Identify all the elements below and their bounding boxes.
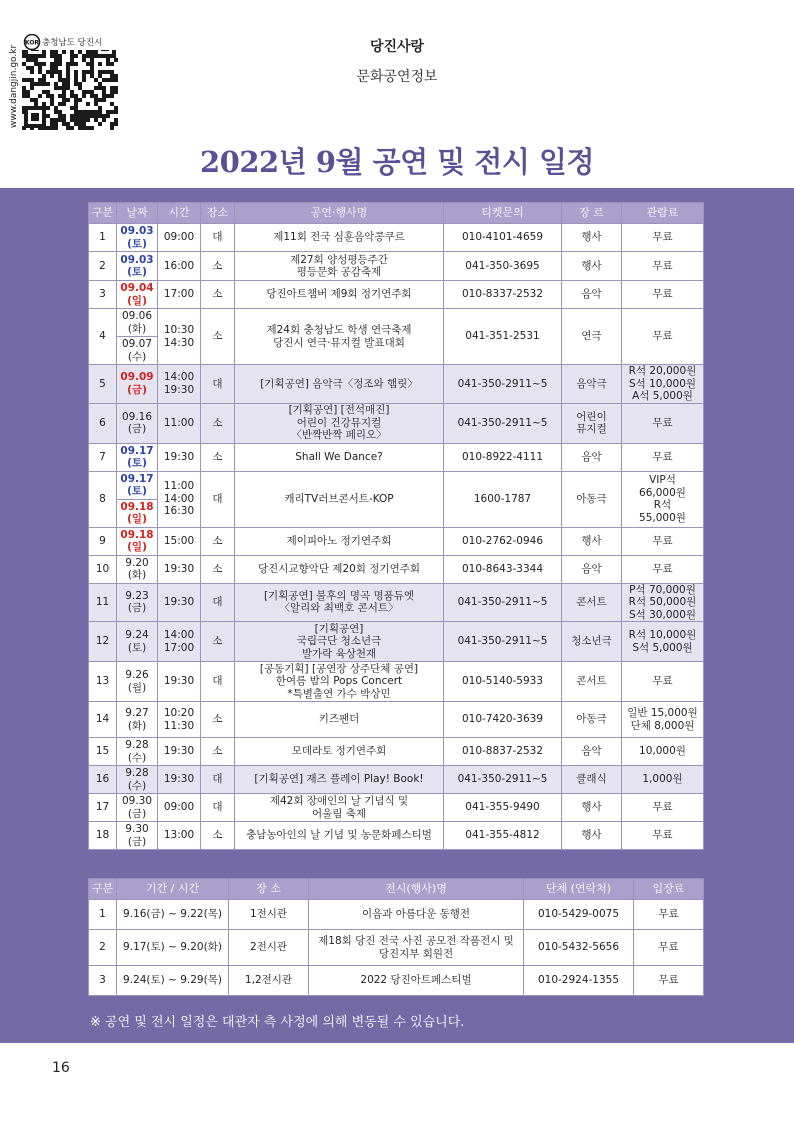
event-venue: 소	[201, 281, 235, 309]
performance-row	[89, 527, 704, 555]
admission-fee: R석 10,000원 S석 5,000원	[622, 622, 704, 662]
row-number: 2	[89, 930, 117, 966]
logo-text: 충청남도 당진시	[42, 38, 103, 48]
event-genre: 음악	[562, 738, 622, 766]
ticket-contact: 041-355-4812	[444, 822, 562, 850]
exhibition-row	[89, 930, 704, 966]
event-genre: 행사	[562, 252, 622, 281]
event-venue: 대	[201, 766, 235, 794]
event-name: 당진아트챔버 제9회 정기연주회	[235, 281, 444, 309]
event-time: 17:00	[158, 281, 201, 309]
event-venue: 소	[201, 622, 235, 662]
event-date: 09.18 (일)	[117, 499, 157, 527]
event-venue: 대	[201, 662, 235, 702]
event-date: 9.28 (수)	[125, 739, 149, 764]
date-cell	[117, 702, 158, 738]
event-date: 9.20 (화)	[125, 556, 149, 581]
date-cell	[117, 309, 158, 365]
performance-row	[89, 471, 704, 527]
event-name: 제27회 양성평등주간 평등문화 공감축제	[235, 252, 444, 281]
event-date: 9.27 (화)	[125, 707, 149, 732]
event-date: 09.17 (토)	[120, 472, 154, 497]
ticket-contact: 010-8643-3344	[444, 555, 562, 583]
event-genre: 아동극	[562, 471, 622, 527]
event-venue: 소	[201, 822, 235, 850]
row-number: 6	[89, 403, 117, 443]
exhibition-name: 제18회 당진 전국 사진 공모전 작품전시 및 당진지부 회원전	[309, 930, 524, 966]
row-number: 5	[89, 365, 117, 404]
row-number: 18	[89, 822, 117, 850]
event-date: 09.07 (수)	[117, 336, 157, 364]
row-number: 1	[89, 224, 117, 252]
event-date: 09.06 (화)	[121, 310, 153, 335]
date-cell	[117, 662, 158, 702]
event-time: 19:30	[158, 583, 201, 622]
event-genre: 행사	[562, 224, 622, 252]
exhibition-venue: 2전시관	[229, 930, 309, 966]
date-cell	[117, 527, 158, 555]
event-venue: 대	[201, 794, 235, 822]
exhibition-table	[88, 878, 704, 996]
exh-header-cell: 입장료	[634, 879, 704, 900]
event-genre: 콘서트	[562, 583, 622, 622]
date-cell	[117, 443, 158, 471]
admission-fee: 무료	[622, 252, 704, 281]
admission-fee: 무료	[634, 966, 704, 996]
performance-row	[89, 224, 704, 252]
row-number: 2	[89, 252, 117, 281]
ticket-contact: 010-4101-4659	[444, 224, 562, 252]
date-cell	[117, 403, 158, 443]
event-venue: 소	[201, 403, 235, 443]
performance-row	[89, 403, 704, 443]
svg-text:www.dangjin.go.kr: www.dangjin.go.kr	[9, 44, 19, 128]
date-cell	[117, 252, 158, 281]
ticket-contact: 010-5140-5933	[444, 662, 562, 702]
admission-fee: 무료	[622, 662, 704, 702]
date-cell	[117, 365, 158, 404]
exhibition-venue: 1,2전시관	[229, 966, 309, 996]
row-number: 12	[89, 622, 117, 662]
event-genre: 음악	[562, 281, 622, 309]
event-time: 10:30 14:30	[158, 309, 201, 365]
event-time: 19:30	[158, 766, 201, 794]
admission-fee: 무료	[622, 443, 704, 471]
logo-mark: KOR	[24, 39, 40, 47]
event-venue: 대	[201, 224, 235, 252]
performance-row	[89, 443, 704, 471]
ticket-contact: 041-351-2531	[444, 309, 562, 365]
row-number: 17	[89, 794, 117, 822]
performance-row	[89, 252, 704, 281]
ticket-contact: 041-350-2911~5	[444, 403, 562, 443]
event-venue: 소	[201, 738, 235, 766]
exhibition-venue: 1전시관	[229, 900, 309, 930]
event-name: [공동기획] [공연장 상주단체 공연] 한여름 밤의 Pops Concert *특별출연 가수 박상민	[235, 662, 444, 702]
exhibition-contact: 010-5429-0075	[524, 900, 634, 930]
date-cell	[117, 471, 158, 527]
schedule-notice: ※ 공연 및 전시 일정은 대관자 측 사정에 의해 변동될 수 있습니다.	[90, 1015, 465, 1030]
event-name: [기획공연] 재즈 플레이 Play! Book!	[235, 766, 444, 794]
admission-fee: P석 70,000원 R석 50,000원 S석 30,000원	[622, 583, 704, 622]
performance-row	[89, 622, 704, 662]
event-genre: 아동극	[562, 702, 622, 738]
event-name: [기획공연] 음악극〈정조와 햄릿〉	[235, 365, 444, 404]
admission-fee: 무료	[622, 403, 704, 443]
performance-row	[89, 309, 704, 365]
perf-header-cell: 구분	[89, 203, 117, 224]
performance-row	[89, 702, 704, 738]
event-venue: 소	[201, 443, 235, 471]
admission-fee: 무료	[622, 794, 704, 822]
performance-row	[89, 555, 704, 583]
date-cell	[117, 281, 158, 309]
row-number: 1	[89, 900, 117, 930]
performance-row	[89, 822, 704, 850]
exhibition-contact: 010-2924-1355	[524, 966, 634, 996]
event-genre: 청소년극	[562, 622, 622, 662]
performance-row	[89, 794, 704, 822]
event-date: 09.16 (금)	[121, 410, 153, 435]
admission-fee: 무료	[622, 281, 704, 309]
event-date: 9.24 (토)	[125, 629, 149, 654]
perf-header-cell: 공연·행사명	[235, 203, 444, 224]
ticket-contact: 010-7420-3639	[444, 702, 562, 738]
event-date: 9.30 (금)	[125, 823, 149, 848]
event-venue: 소	[201, 527, 235, 555]
event-date: 09.30 (금)	[121, 795, 153, 820]
section-subtitle: 문화공연정보	[356, 69, 438, 85]
ticket-contact: 010-8837-2532	[444, 738, 562, 766]
exhibition-period: 9.16(금) ~ 9.22(목)	[117, 900, 229, 930]
admission-fee: 무료	[622, 224, 704, 252]
event-venue: 대	[201, 471, 235, 527]
event-date: 9.23 (금)	[125, 589, 149, 615]
ticket-contact: 010-8337-2532	[444, 281, 562, 309]
event-name: [기획공연] [전석매진] 어린이 건강뮤지컬 〈반짝반짝 페리오〉	[235, 403, 444, 443]
admission-fee: R석 20,000원 S석 10,000원 A석 5,000원	[622, 365, 704, 404]
performance-row	[89, 738, 704, 766]
ticket-contact: 041-355-9490	[444, 794, 562, 822]
event-name: 캐리TV러브콘서트-KOP	[235, 471, 444, 527]
event-date: 09.03 (토)	[120, 225, 154, 250]
performance-row	[89, 766, 704, 794]
event-time: 19:30	[158, 443, 201, 471]
exh-header-cell: 전시(행사)명	[309, 879, 524, 900]
event-time: 11:00	[158, 403, 201, 443]
performance-row	[89, 281, 704, 309]
event-time: 09:00	[158, 224, 201, 252]
admission-fee: 무료	[634, 930, 704, 966]
event-time: 14:00 19:30	[158, 365, 201, 404]
event-venue: 소	[201, 702, 235, 738]
event-genre: 클래식	[562, 766, 622, 794]
event-time: 19:30	[158, 738, 201, 766]
event-name: 제이피아노 정기연주회	[235, 527, 444, 555]
event-date: 09.17 (토)	[120, 444, 154, 469]
row-number: 14	[89, 702, 117, 738]
event-genre: 행사	[562, 794, 622, 822]
performance-row	[89, 365, 704, 404]
perf-header-cell: 날짜	[117, 203, 158, 224]
event-name: 당진시교향악단 제20회 정기연주회	[235, 555, 444, 583]
event-venue: 대	[201, 365, 235, 404]
admission-fee: 무료	[622, 309, 704, 365]
admission-fee: VIP석 66,000원 R석 55,000원	[622, 471, 704, 527]
row-number: 10	[89, 555, 117, 583]
admission-fee: 10,000원	[622, 738, 704, 766]
event-time: 09:00	[158, 794, 201, 822]
performance-row	[89, 662, 704, 702]
event-time: 13:00	[158, 822, 201, 850]
event-time: 15:00	[158, 527, 201, 555]
event-time: 14:00 17:00	[158, 622, 201, 662]
event-date: 9.26 (월)	[125, 669, 149, 694]
event-date: 9.28 (수)	[125, 767, 149, 792]
row-number: 7	[89, 443, 117, 471]
admission-fee: 1,000원	[622, 766, 704, 794]
performance-table	[88, 202, 704, 850]
row-number: 9	[89, 527, 117, 555]
ticket-contact: 041-350-3695	[444, 252, 562, 281]
event-date: 09.04 (일)	[120, 282, 154, 307]
event-time: 19:30	[158, 555, 201, 583]
perf-header-cell: 장 르	[562, 203, 622, 224]
perf-header-cell: 시간	[158, 203, 201, 224]
ticket-contact: 041-350-2911~5	[444, 766, 562, 794]
event-venue: 소	[201, 309, 235, 365]
exh-header-cell: 장 소	[229, 879, 309, 900]
ticket-contact: 1600-1787	[444, 471, 562, 527]
admission-fee: 무료	[634, 900, 704, 930]
date-cell	[117, 224, 158, 252]
admission-fee: 무료	[622, 822, 704, 850]
date-cell	[117, 555, 158, 583]
event-time: 19:30	[158, 662, 201, 702]
admission-fee: 무료	[622, 555, 704, 583]
exhibition-row	[89, 966, 704, 996]
ticket-contact: 010-2762-0946	[444, 527, 562, 555]
event-time: 16:00	[158, 252, 201, 281]
exhibition-period: 9.24(토) ~ 9.29(목)	[117, 966, 229, 996]
exhibition-period: 9.17(토) ~ 9.20(화)	[117, 930, 229, 966]
event-name: 모데라토 정기연주회	[235, 738, 444, 766]
event-time: 10:20 11:30	[158, 702, 201, 738]
event-venue: 대	[201, 583, 235, 622]
perf-header-cell: 장소	[201, 203, 235, 224]
event-genre: 콘서트	[562, 662, 622, 702]
date-cell	[117, 583, 158, 622]
admission-fee: 무료	[622, 527, 704, 555]
event-name: 제42회 장애인의 날 기념식 및 어울림 축제	[235, 794, 444, 822]
date-cell	[117, 766, 158, 794]
perf-header-cell: 티켓문의	[444, 203, 562, 224]
exhibition-row	[89, 900, 704, 930]
performance-row	[89, 583, 704, 622]
event-genre: 음악	[562, 443, 622, 471]
date-cell	[117, 794, 158, 822]
event-name: 충남농아인의 날 기념 및 농문화페스티벌	[235, 822, 444, 850]
event-name: 키즈팬더	[235, 702, 444, 738]
row-number: 16	[89, 766, 117, 794]
row-number: 8	[89, 471, 117, 527]
ticket-contact: 041-350-2911~5	[444, 583, 562, 622]
event-name: Shall We Dance?	[235, 443, 444, 471]
event-venue: 소	[201, 555, 235, 583]
event-time: 11:00 14:00 16:30	[158, 471, 201, 527]
ticket-contact: 041-350-2911~5	[444, 365, 562, 404]
admission-fee: 일반 15,000원 단체 8,000원	[622, 702, 704, 738]
event-genre: 음악극	[562, 365, 622, 404]
row-number: 3	[89, 966, 117, 996]
event-name: [기획공연] 불후의 명곡 명품듀엣 〈알리와 최백호 콘서트〉	[235, 583, 444, 622]
page-title: 2022년 9월 공연 및 전시 일정	[200, 145, 594, 179]
perf-header-cell: 관람료	[622, 203, 704, 224]
exhibition-contact: 010-5432-5656	[524, 930, 634, 966]
exh-header-cell: 단체 (연락처)	[524, 879, 634, 900]
event-name: 제11회 전국 심훈음악콩쿠르	[235, 224, 444, 252]
event-date: 09.18 (일)	[120, 528, 154, 553]
exh-header-cell: 구분	[89, 879, 117, 900]
event-date: 09.03 (토)	[120, 253, 154, 278]
row-number: 4	[89, 309, 117, 365]
event-genre: 연극	[562, 309, 622, 365]
exh-header-cell: 기간 / 시간	[117, 879, 229, 900]
event-genre: 행사	[562, 527, 622, 555]
event-name: 제24회 충청남도 학생 연극축제 당진시 연극·뮤지컬 발표대회	[235, 309, 444, 365]
exhibition-name: 이음과 아름다운 동행전	[309, 900, 524, 930]
date-cell	[117, 622, 158, 662]
row-number: 15	[89, 738, 117, 766]
row-number: 3	[89, 281, 117, 309]
date-cell	[117, 738, 158, 766]
date-cell	[117, 822, 158, 850]
row-number: 13	[89, 662, 117, 702]
page-number: 16	[52, 1060, 70, 1076]
exhibition-name: 2022 당진아트페스티벌	[309, 966, 524, 996]
event-venue: 소	[201, 252, 235, 281]
event-genre: 어린이 뮤지컬	[562, 403, 622, 443]
ticket-contact: 041-350-2911~5	[444, 622, 562, 662]
event-genre: 음악	[562, 555, 622, 583]
ticket-contact: 010-8922-4111	[444, 443, 562, 471]
event-genre: 행사	[562, 822, 622, 850]
section-title: 당진사랑	[369, 39, 425, 55]
event-name: [기획공연] 국립극단 청소년극 발가락 육상천재	[235, 622, 444, 662]
row-number: 11	[89, 583, 117, 622]
event-date: 09.09 (금)	[120, 371, 154, 396]
